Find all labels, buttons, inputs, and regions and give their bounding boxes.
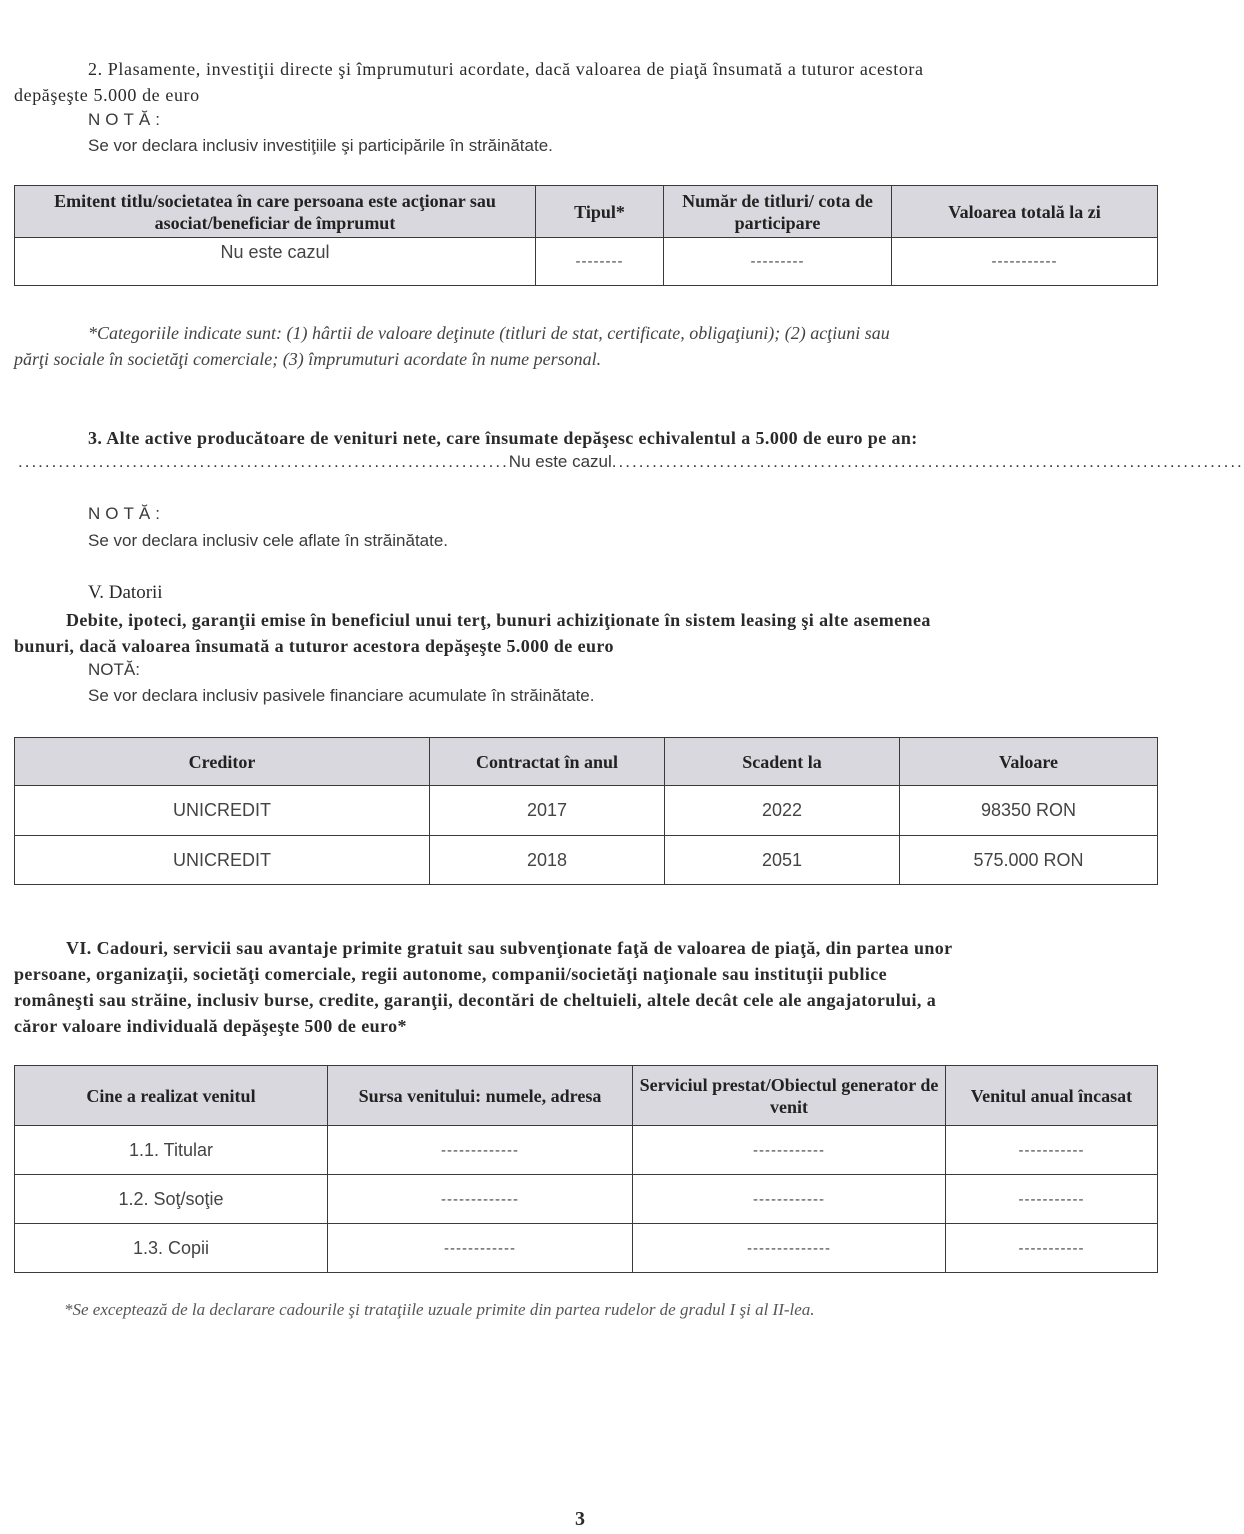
table-cell: 2051 bbox=[665, 836, 900, 885]
s2-heading-line1: 2. Plasamente, investiţii directe şi împrumuturi acordate, dacă valoarea de piaţă însumată a tuturor acestora bbox=[88, 59, 924, 79]
s3-value-line: .........................................................................Nu este cazul.............................................................................................. bbox=[18, 452, 1244, 471]
s6-line1: VI. Cadouri, servicii sau avantaje primite gratuit sau subvenţionate faţă de valoarea de piaţă, din partea unor bbox=[66, 938, 953, 958]
col-header-cine: Cine a realizat venitul bbox=[15, 1066, 328, 1126]
table-row bbox=[15, 238, 1158, 286]
table-cell: 2022 bbox=[665, 786, 900, 836]
table-cell: ----------- bbox=[946, 1126, 1158, 1175]
s2-heading-line2: depăşeşte 5.000 de euro bbox=[14, 85, 200, 105]
s5-title: V. Datorii bbox=[88, 582, 163, 603]
s6-footnote: *Se exceptează de la declarare cadourile şi trataţiile uzuale primite din partea rudelor de gradul I şi al II-lea. bbox=[64, 1300, 815, 1319]
investments-table bbox=[14, 185, 1158, 286]
debts-table bbox=[14, 737, 1158, 885]
table-cell: UNICREDIT bbox=[15, 786, 430, 836]
table-cell: 1.3. Copii bbox=[15, 1224, 328, 1273]
table-cell: ----------- bbox=[892, 238, 1158, 286]
table-cell: Nu este cazul bbox=[15, 238, 536, 286]
col-header-creditor: Creditor bbox=[15, 738, 430, 786]
table-cell: ------------ bbox=[328, 1224, 633, 1273]
table-cell: -------------- bbox=[633, 1224, 946, 1273]
s5-nota-label: NOTĂ: bbox=[88, 660, 140, 679]
s2-footnote-line1: *Categoriile indicate sunt: (1) hârtii de valoare deţinute (titluri de stat, certificate, obligaţiuni); (2) acţiuni sau bbox=[88, 323, 890, 343]
table-cell: ----------- bbox=[946, 1175, 1158, 1224]
table-cell: ------------- bbox=[328, 1175, 633, 1224]
gifts-table bbox=[14, 1065, 1158, 1273]
table-row bbox=[15, 836, 1158, 885]
table-cell: 1.1. Titular bbox=[15, 1126, 328, 1175]
s6-line2: persoane, organizaţii, societăţi comerciale, regii autonome, companii/societăţi naţionale sau instituţii publice bbox=[14, 964, 888, 984]
s3-value: Nu este cazul bbox=[508, 452, 612, 471]
col-header-contractat: Contractat în anul bbox=[430, 738, 665, 786]
col-header-venitul: Venitul anual încasat bbox=[946, 1066, 1158, 1126]
table-cell: 98350 RON bbox=[900, 786, 1158, 836]
table-row bbox=[15, 1126, 1158, 1175]
table-cell: 1.2. Soţ/soţie bbox=[15, 1175, 328, 1224]
table-cell: 575.000 RON bbox=[900, 836, 1158, 885]
col-header-valoare: Valoare bbox=[900, 738, 1158, 786]
table-cell: ------------ bbox=[633, 1175, 946, 1224]
s5-desc-line2: bunuri, dacă valoarea însumată a tuturor acestora depăşeşte 5.000 de euro bbox=[14, 636, 614, 656]
table-cell: ------------- bbox=[328, 1126, 633, 1175]
table-cell: 2018 bbox=[430, 836, 665, 885]
s3-heading: 3. Alte active producătoare de venituri nete, care însumate depăşesc echivalentul a 5.000 de euro pe an: bbox=[88, 428, 918, 448]
s5-desc-line1: Debite, ipoteci, garanţii emise în beneficiul unui terţ, bunuri achiziţionate în sistem leasing şi alte asemenea bbox=[66, 610, 931, 630]
s2-nota-label: NOTĂ: bbox=[88, 110, 165, 129]
s6-line3: româneşti sau străine, inclusiv burse, credite, garanţii, decontări de cheltuieli, altele decât cele ale angajatorului, a bbox=[14, 990, 937, 1010]
table-cell: ----------- bbox=[946, 1224, 1158, 1273]
col-header-tipul: Tipul* bbox=[536, 186, 664, 238]
s2-nota-text: Se vor declara inclusiv investiţiile şi participările în străinătate. bbox=[88, 136, 553, 155]
col-header-sursa: Sursa venitului: numele, adresa bbox=[328, 1066, 633, 1126]
table-cell: UNICREDIT bbox=[15, 836, 430, 885]
col-header-scadent: Scadent la bbox=[665, 738, 900, 786]
table-cell: -------- bbox=[536, 238, 664, 286]
s3-nota-label: NOTĂ: bbox=[88, 504, 165, 523]
col-header-serviciul: Serviciul prestat/Obiectul generator de venit bbox=[633, 1066, 946, 1126]
table-cell: 2017 bbox=[430, 786, 665, 836]
table-cell: --------- bbox=[664, 238, 892, 286]
s2-footnote-line2: părţi sociale în societăţi comerciale; (3) împrumuturi acordate în nume personal. bbox=[14, 349, 602, 369]
col-header-valoare: Valoarea totală la zi bbox=[892, 186, 1158, 238]
table-row bbox=[15, 1224, 1158, 1273]
col-header-numar: Număr de titluri/ cota de participare bbox=[664, 186, 892, 238]
table-row bbox=[15, 1175, 1158, 1224]
table-cell: ------------ bbox=[633, 1126, 946, 1175]
s6-line4: căror valoare individuală depăşeşte 500 de euro* bbox=[14, 1016, 407, 1036]
page-number: 3 bbox=[575, 1508, 585, 1530]
table-row bbox=[15, 786, 1158, 836]
s3-nota-text: Se vor declara inclusiv cele aflate în străinătate. bbox=[88, 531, 449, 550]
s5-nota-text: Se vor declara inclusiv pasivele financiare acumulate în străinătate. bbox=[88, 686, 595, 705]
col-header-emitent: Emitent titlu/societatea în care persoana este acţionar sau asociat/beneficiar de împrumut bbox=[15, 186, 536, 238]
